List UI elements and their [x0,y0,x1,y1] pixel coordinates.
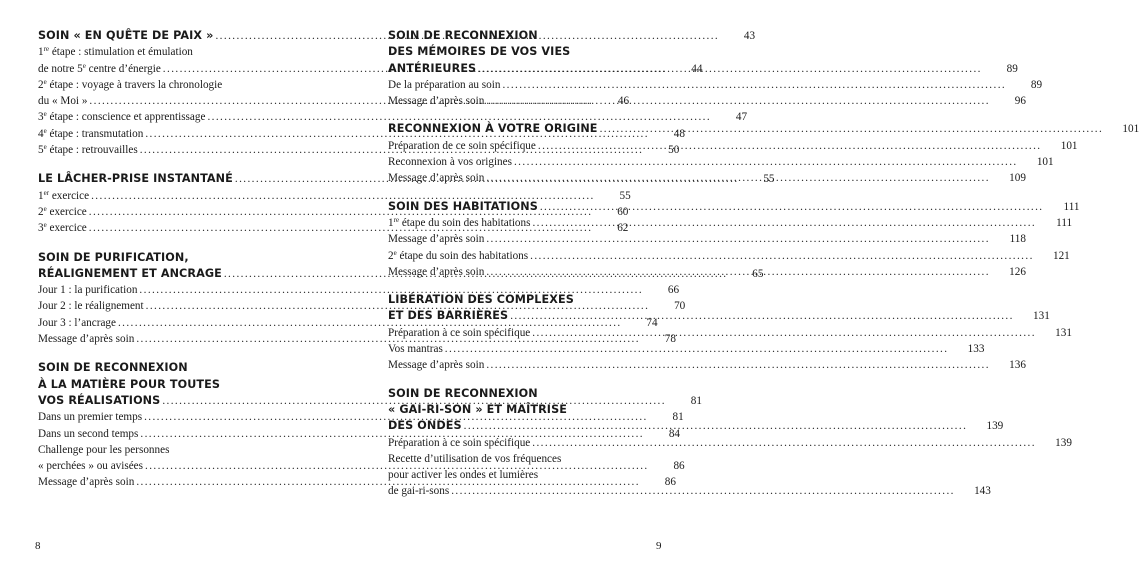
entry-text: 2 [38,78,44,91]
dot-leader [449,483,955,499]
toc-entry [38,109,748,125]
dot-leader [484,264,990,280]
toc-heading [388,44,664,60]
toc-entry-text [388,451,561,467]
heading-text: À LA MATIÈRE POUR TOUTES [38,377,221,391]
toc-page-number: 101 [1122,123,1139,136]
entry-text: Message d’après soin [388,233,485,246]
entry-text-continued: étape : retrouvailles [46,144,138,157]
toc-heading [388,199,1080,215]
entry-text: Recette d’utilisation de vos fréquences [388,452,562,465]
dot-leader [538,199,1044,215]
entry-text-continued: exercice [46,222,87,235]
toc-heading-text [388,61,476,77]
entry-text: 1 [38,46,44,59]
ordinal-suffix: er [43,188,50,197]
heading-text: SOIN DE PURIFICATION, [38,250,189,264]
dot-leader [462,418,968,434]
toc-entry [388,483,991,499]
entry-text-continued: étape : transmutation [46,127,144,140]
dot-leader [484,231,990,247]
entry-text: Jour 3 : l’ancrage [38,316,116,329]
toc-entry-text [38,126,143,142]
toc-heading-text [38,360,188,376]
toc-entry-text [38,142,138,158]
toc-entry-text [38,426,138,442]
entry-text: « perchées » ou avisées [38,460,143,473]
toc-page-number: 89 [1030,78,1043,91]
toc-page-number: 44 [691,62,703,75]
toc-page-number: 136 [1009,359,1026,372]
toc-page-number: 66 [667,284,680,297]
entry-text: Préparation à ce soin spécifique [388,436,531,449]
toc-heading [38,250,314,266]
toc-heading-text [38,171,233,187]
toc-heading-text [388,28,538,44]
toc-entry-text [388,215,530,231]
page-number-right: 9 [656,540,662,552]
heading-text: RÉALIGNEMENT ET ANCRAGE [38,266,222,280]
entry-text: 5 [38,144,44,157]
heading-text: DES ONDES [388,419,462,433]
toc-heading [38,377,314,393]
entry-text-continued: étape : conscience et apprentissage [46,111,206,124]
toc-entry-text [38,331,134,347]
dot-leader [530,435,1036,451]
toc-entry-text [38,61,161,77]
toc-heading-text [38,250,189,266]
toc-entry-text [38,204,87,220]
toc-heading-text [388,418,462,434]
entry-text: de gai-ri-sons [388,485,450,498]
toc-entry [38,442,314,458]
toc-page-number: 65 [752,267,764,280]
toc-heading [388,402,664,418]
heading-text: RECONNEXION À VOTRE ORIGINE [388,122,598,136]
toc-heading-text [388,402,567,418]
toc-entry-text [388,325,530,341]
entry-text: 2 [388,249,394,262]
toc-page-number: 46 [617,95,630,108]
toc-entry-text [388,341,443,357]
dot-leader [484,357,990,373]
toc-page-number: 55 [619,189,631,202]
toc-entry [38,188,631,204]
entry-text: pour activer les ondes et lumières [388,469,539,482]
heading-text: « GAI-RI-SON » ET MAÎTRISE [388,402,567,416]
toc-heading-text [388,386,538,402]
heading-text: SOIN DES HABITATIONS [388,199,538,213]
toc-heading [388,28,664,44]
dot-leader [476,61,982,77]
entry-text: de notre 5 [38,62,83,75]
entry-text: Challenge pour les personnes [38,443,170,456]
entry-text: Dans un premier temps [38,411,143,424]
toc-entry [388,77,1043,93]
toc-page-number: 74 [646,316,658,329]
toc-page-number: 84 [668,427,680,440]
heading-text: SOIN « EN QUÊTE DE PAIX » [38,29,214,42]
toc-entry [388,467,664,483]
toc-heading-text [38,28,213,44]
toc-entry-text [38,282,137,298]
entry-text: Reconnexion à vos origines [388,156,512,169]
toc-entry-text [388,264,484,280]
entry-text: Message d’après soin [388,265,485,278]
toc-page-number: 86 [664,476,676,489]
heading-text: ANTÉRIEURES [388,61,477,75]
toc-entry-text [38,188,89,204]
toc-entry-text [388,435,530,451]
entry-text-continued: exercice [46,205,87,218]
toc-heading-text [388,121,598,137]
toc-entry-text [388,138,536,154]
toc-page-number: 111 [1063,200,1080,213]
toc-heading-text [388,308,508,324]
entry-text-continued: centre d’énergie [85,62,161,75]
entry-text: Message d’après soin [38,476,135,489]
toc-heading [388,292,664,308]
toc-entry-text [388,357,484,373]
toc-heading [388,386,664,402]
toc-page-number: 89 [1006,62,1018,75]
entry-text: Vos mantras [388,343,443,356]
toc-entry-text [388,248,528,264]
toc-page-number: 101 [1060,139,1078,152]
toc-page-number: 126 [1009,265,1026,278]
toc-page-number: 121 [1052,249,1070,262]
toc-entry [388,341,985,357]
dot-leader [484,170,990,186]
toc-entry-text [388,77,500,93]
toc-entry-text [388,170,484,186]
ordinal-suffix: re [393,215,400,224]
toc-heading-text [38,377,220,393]
entry-text-continued: étape du soin des habitations [399,216,531,229]
toc-entry [388,154,1054,170]
ordinal-suffix: e [43,204,47,213]
toc-page-number: 60 [617,205,629,218]
entry-text: De la préparation au soin [388,78,501,91]
toc-entry-text [388,483,449,499]
toc-entry-text [38,409,142,425]
dot-leader [536,138,1042,154]
dot-leader [530,325,1036,341]
toc-page-number: 133 [967,343,985,356]
dot-leader [508,308,1014,324]
toc-entry [38,282,680,298]
dot-leader [530,215,1036,231]
toc-entry-text [38,442,169,458]
ordinal-suffix: re [43,45,50,54]
toc-entry-text [38,298,144,314]
toc-page-number: 50 [668,144,680,157]
toc-page-number: 43 [743,30,756,42]
toc-entry-text [38,77,222,93]
toc-entry-text [388,154,512,170]
toc-page-number: 109 [1009,172,1026,185]
toc-entry [388,215,1073,231]
toc-page-number: 118 [1009,233,1026,246]
toc-entry [388,435,1072,451]
toc-entry [388,451,664,467]
entry-text-continued: étape du soin des habitations [396,249,529,262]
toc-page-number: 96 [1014,95,1026,108]
toc-page-number: 47 [735,111,748,124]
page-number-left: 8 [35,540,41,552]
entry-text: Jour 2 : le réalignement [38,300,144,313]
entry-text: 2 [38,205,44,218]
toc-page-number: 139 [986,420,1004,433]
heading-text: DES MÉMOIRES DE VOS VIES [388,45,571,59]
dot-leader [484,93,990,109]
entry-text: Dans un second temps [38,427,139,440]
ordinal-suffix: e [43,77,47,86]
dot-leader [443,341,949,357]
ordinal-suffix: e [43,221,47,230]
entry-text-continued: étape : stimulation et émulation [49,46,193,59]
toc-heading-text [38,393,160,409]
toc-entry [38,44,314,60]
entry-text: 4 [38,127,44,140]
toc-entry-text [388,93,484,109]
toc-entry-text [38,458,143,474]
ordinal-suffix: e [393,248,397,257]
entry-text-continued: étape : voyage à travers la chronologie [46,78,223,91]
toc-entry-text [388,231,484,247]
entry-text: 1 [388,216,394,229]
entry-text: Message d’après soin [388,95,485,108]
heading-text: ET DES BARRIÈRES [388,309,509,323]
toc-page-number: 81 [672,411,684,424]
dot-leader [528,248,1034,264]
toc-page-number: 139 [1055,436,1072,449]
toc-page-number: 131 [1033,310,1050,323]
heading-text: SOIN DE RECONNEXION [388,386,538,400]
toc-page-number: 78 [664,333,676,346]
toc-entry [388,231,1026,247]
toc-page-number: 62 [617,222,629,235]
toc-entry [38,77,314,93]
entry-text: 3 [38,222,44,235]
toc-page-number: 55 [763,173,775,186]
heading-text: VOS RÉALISATIONS [38,393,161,407]
dot-leader [598,121,1104,137]
toc-entry-text [38,44,193,60]
toc-entry-text [388,467,538,483]
toc-entry [388,248,1070,264]
ordinal-suffix: e [43,143,47,152]
toc-page-number: 101 [1036,156,1054,169]
toc-page-number: 70 [674,300,686,313]
toc-heading-text [388,292,574,308]
entry-text: Jour 1 : la purification [38,284,138,297]
toc-page-number: 143 [974,485,991,498]
toc-heading-text [388,44,570,60]
entry-text: 1 [38,189,44,202]
entry-text: Message d’après soin [388,172,485,185]
toc-heading [388,308,1050,324]
toc-entry-text [38,474,134,490]
toc-entry-text [38,109,205,125]
toc-entry-text [38,220,87,236]
entry-text: Message d’après soin [38,333,135,346]
entry-text: 3 [38,111,44,124]
heading-text: SOIN DE RECONNEXION [388,29,538,42]
heading-text: LE LÂCHER-PRISE INSTANTANÉ [38,172,233,186]
ordinal-suffix: e [43,126,47,135]
entry-text-continued: exercice [49,189,90,202]
toc-entry-text [38,93,87,109]
entry-text: Message d’après soin [388,359,485,372]
toc-heading-text [38,266,222,282]
entry-text: Préparation à ce soin spécifique [388,326,531,339]
entry-text: Préparation de ce soin spécifique [388,139,536,152]
dot-leader [500,77,1006,93]
entry-text: du « Moi » [38,95,88,108]
toc-heading-text [388,199,538,215]
toc-entry [388,93,1026,109]
ordinal-suffix: e [82,61,86,70]
dot-leader [512,154,1018,170]
toc-entry [388,357,1026,373]
toc-page-number: 111 [1056,216,1073,229]
heading-text: SOIN DE RECONNEXION [38,361,188,375]
ordinal-suffix: e [43,110,47,119]
toc-page-number: 131 [1055,326,1072,339]
toc-page-number: 48 [673,127,685,140]
heading-text: LIBÉRATION DES COMPLEXES [388,293,574,307]
toc-heading [38,360,314,376]
toc-page-number: 81 [690,394,702,407]
toc-page-number: 86 [673,460,685,473]
toc-entry-text [38,315,116,331]
